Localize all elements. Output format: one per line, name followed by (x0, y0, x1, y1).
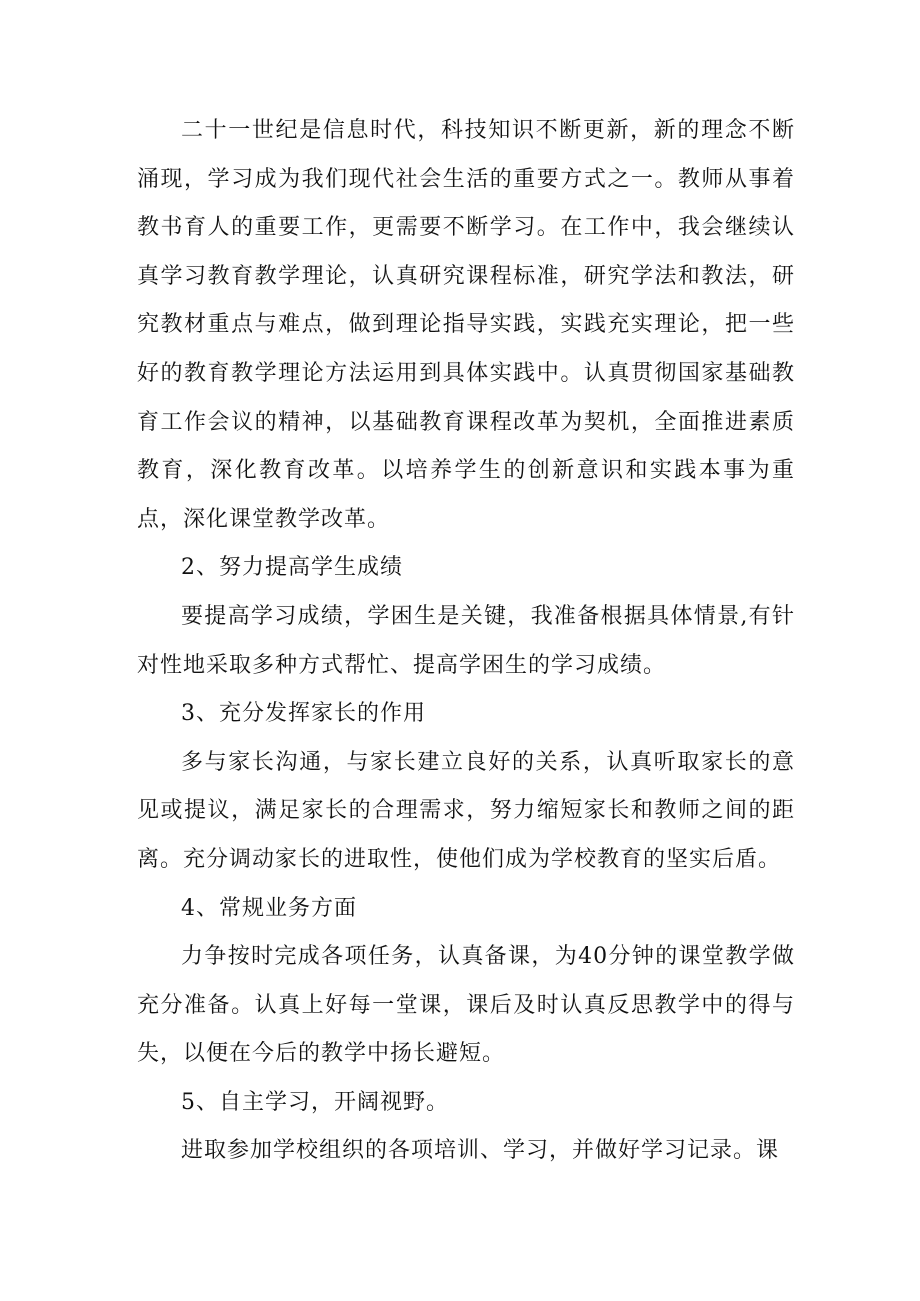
paragraph-lifelong-learning: 二十一世纪是信息时代，科技知识不断更新，新的理念不断涌现，学习成为我们现代社会生活的重要方式之一。教师从事着教书育人的重要工作，更需要不断学习。在工作中，我会继续认真学习教育教学理论，认真研究课程标准，研究学法和教法，研究教材重点与难点，做到理论指导实践，实践充实理论，把一些好的教育教学理论方法运用到具体实践中。认真贯彻国家基础教育工作会议的精神，以基础教育课程改革为契机，全面推进素质教育，深化教育改革。以培养学生的创新意识和实践本事为重点，深化课堂教学改革。 (137, 118, 795, 532)
section-heading-4: 4、常规业务方面 (181, 895, 357, 921)
paragraph-self-study: 进取参加学校组织的各项培训、学习，并做好学习记录。课 (181, 1138, 780, 1164)
section-heading-5: 5、自主学习，开阔视野。 (181, 1089, 449, 1115)
section-heading-3: 3、充分发挥家长的作用 (181, 701, 426, 727)
document-body (137, 107, 795, 1176)
paragraph-improve-grades: 要提高学习成绩，学困生是关键，我准备根据具体情景,有针对性地采取多种方式帮忙、提高学困生的学习成绩。 (137, 603, 795, 678)
paragraph-routine-work: 力争按时完成各项任务，认真备课，为40分钟的课堂教学做充分准备。认真上好每一堂课，课后及时认真反思教学中的得与失，以便在今后的教学中扬长避短。 (137, 944, 795, 1067)
section-heading-2: 2、努力提高学生成绩 (181, 555, 403, 581)
paragraph-parents-role: 多与家长沟通，与家长建立良好的关系，认真听取家长的意见或提议，满足家长的合理需求，努力缩短家长和教师之间的距离。充分调动家长的进取性，使他们成为学校教育的坚实后盾。 (137, 749, 795, 872)
